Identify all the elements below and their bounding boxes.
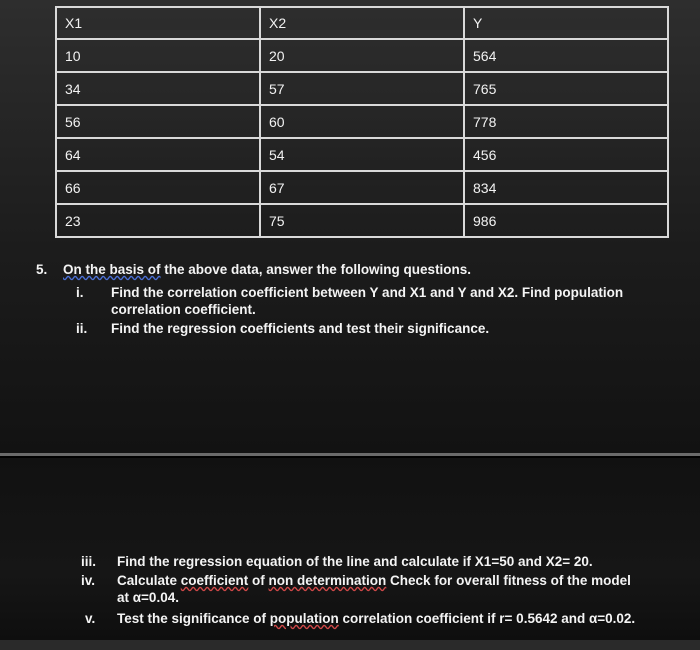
part-v-post: correlation coefficient if r= 0.5642 and α=0.02. <box>338 611 636 626</box>
header-y: Y <box>464 7 668 39</box>
section-divider <box>0 453 700 456</box>
part-i-numeral: i. <box>76 285 84 300</box>
table-row <box>56 171 668 204</box>
part-iv-post: Check for overall fitness of the model <box>386 573 631 588</box>
cell-x2: 60 <box>260 105 464 138</box>
cell-x1: 10 <box>56 39 260 72</box>
part-iv-mid: of <box>248 573 269 588</box>
part-iv-underlined-2: non determination <box>268 573 387 588</box>
table-row <box>56 72 668 105</box>
part-iv-numeral: iv. <box>81 573 96 588</box>
header-x1: X1 <box>56 7 260 39</box>
cell-y: 778 <box>464 105 668 138</box>
part-iv-text <box>117 573 687 589</box>
cell-x1: 64 <box>56 138 260 171</box>
part-iv-underlined-1: coefficient <box>180 573 249 588</box>
question-intro-underlined: On the basis of <box>63 262 161 277</box>
cell-y: 986 <box>464 204 668 237</box>
header-x2: X2 <box>260 7 464 39</box>
cell-x1: 56 <box>56 105 260 138</box>
part-iii-numeral: iii. <box>81 554 97 569</box>
table-row <box>56 39 668 72</box>
table-row <box>56 105 668 138</box>
part-i-text-line2: correlation coefficient. <box>111 302 256 317</box>
cell-y: 765 <box>464 72 668 105</box>
table-row <box>56 138 668 171</box>
table-row <box>56 204 668 237</box>
bottom-edge-strip <box>0 640 700 650</box>
cell-x2: 57 <box>260 72 464 105</box>
part-v-numeral: v. <box>85 611 96 626</box>
part-iv-pre: Calculate <box>117 573 181 588</box>
table-header-row <box>56 7 668 39</box>
part-ii-text: Find the regression coefficients and test their significance. <box>111 321 490 336</box>
part-ii-numeral: ii. <box>76 321 88 336</box>
part-v-text <box>117 611 687 627</box>
cell-x2: 75 <box>260 204 464 237</box>
question-number: 5. <box>36 262 48 277</box>
cell-x1: 66 <box>56 171 260 204</box>
part-iv-text-line2: at α=0.04. <box>117 590 179 605</box>
cell-x1: 23 <box>56 204 260 237</box>
part-iii-text: Find the regression equation of the line and calculate if X1=50 and X2= 20. <box>117 554 593 569</box>
cell-x2: 20 <box>260 39 464 72</box>
cell-x2: 54 <box>260 138 464 171</box>
cell-x1: 34 <box>56 72 260 105</box>
part-v-underlined: population <box>269 611 339 626</box>
part-i-text: Find the correlation coefficient between Y and X1 and Y and X2. Find population <box>111 285 624 300</box>
data-table <box>55 6 669 238</box>
cell-y: 834 <box>464 171 668 204</box>
part-v-pre: Test the significance of <box>117 611 270 626</box>
cell-x2: 67 <box>260 171 464 204</box>
question-intro-rest: the above data, answer the following questions. <box>160 262 472 277</box>
cell-y: 564 <box>464 39 668 72</box>
question-intro <box>63 262 471 278</box>
cell-y: 456 <box>464 138 668 171</box>
